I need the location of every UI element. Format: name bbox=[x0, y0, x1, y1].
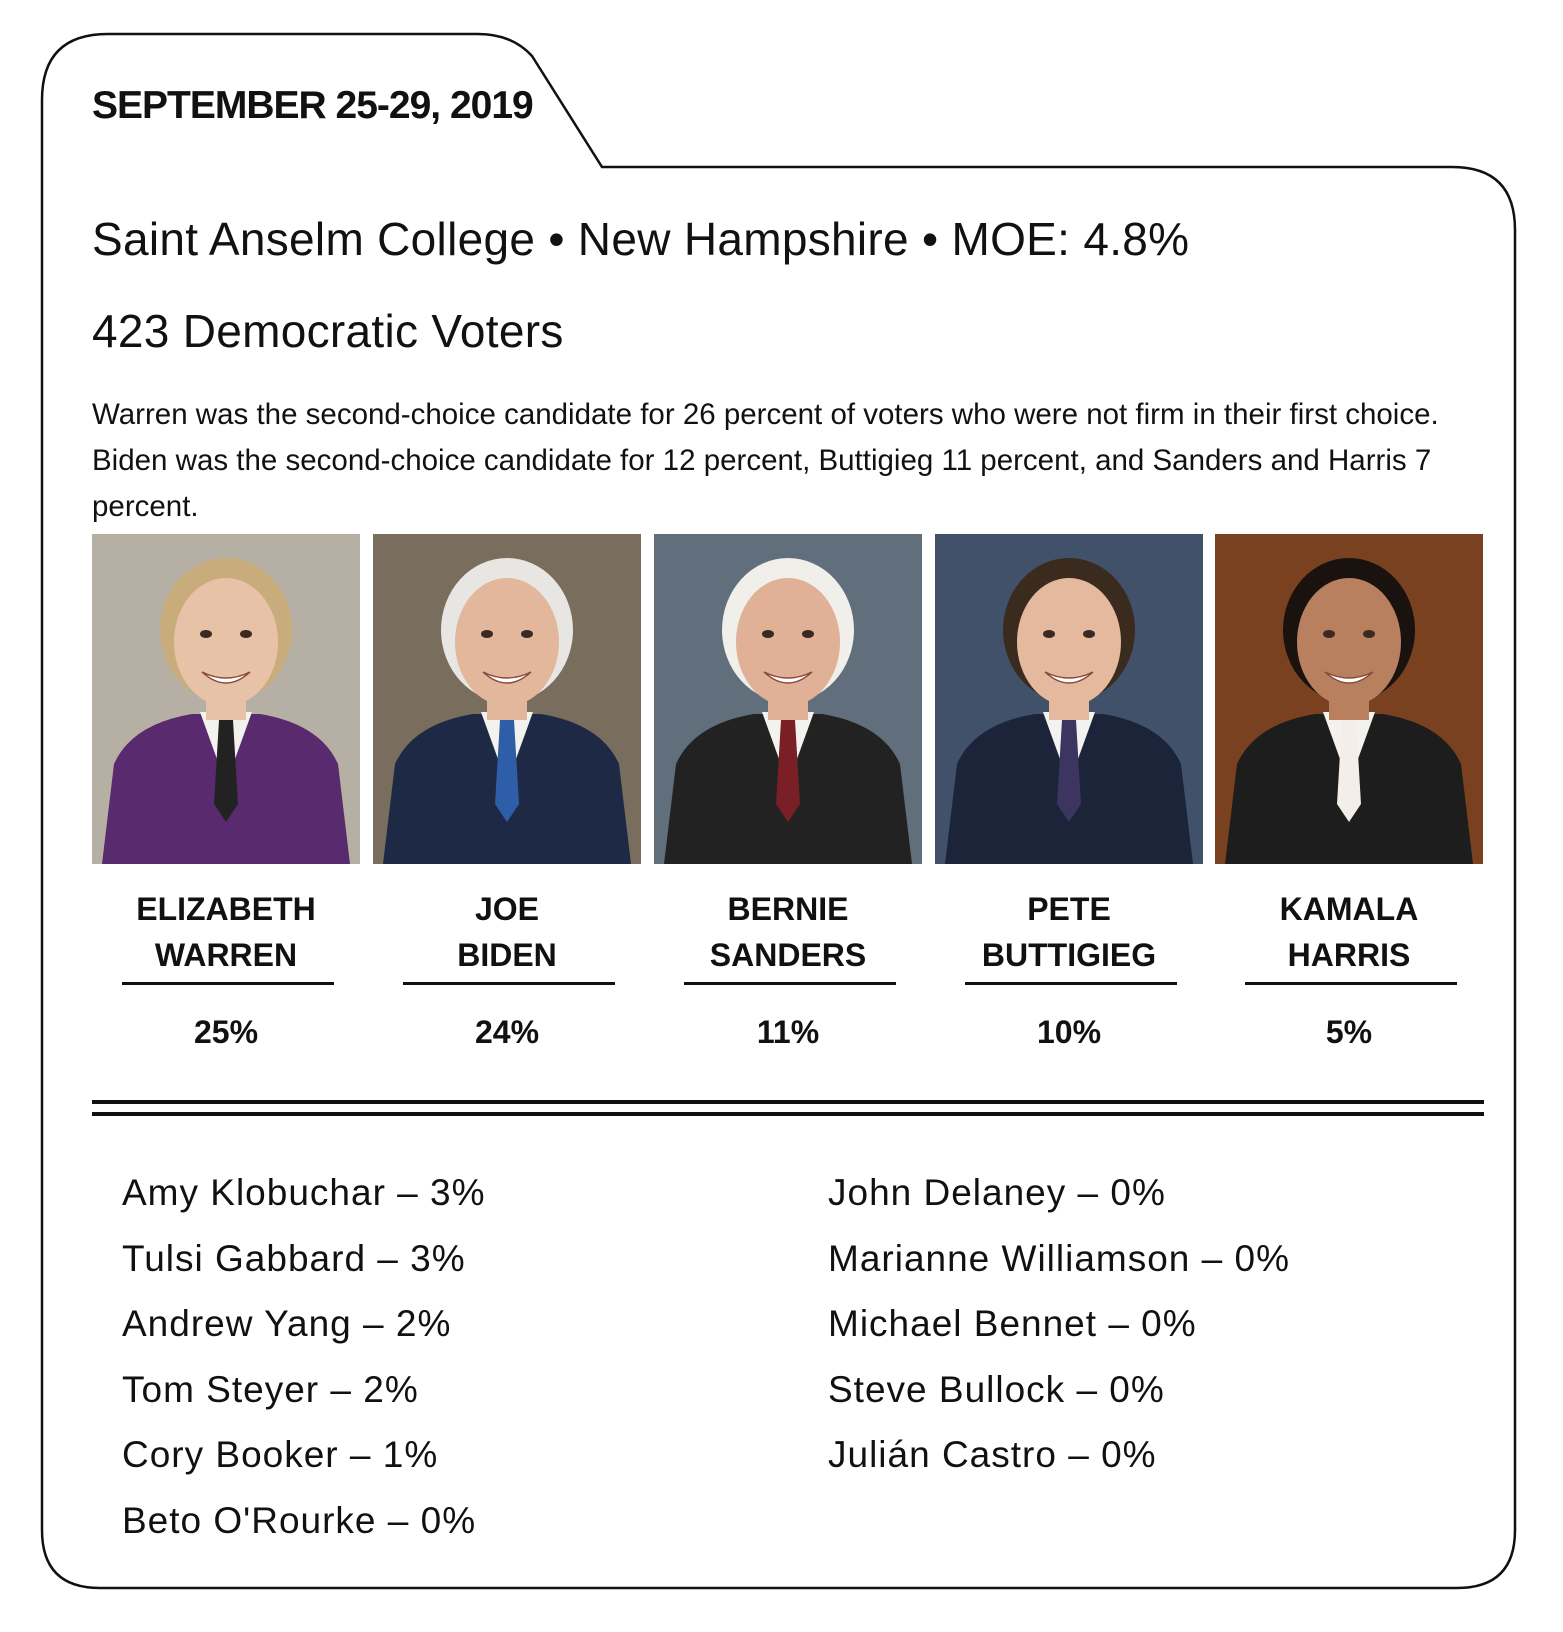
poll-date: SEPTEMBER 25-29, 2019 bbox=[92, 84, 533, 127]
candidate-first-name: JOE bbox=[474, 891, 540, 927]
candidate-percent: 25% bbox=[193, 1014, 259, 1050]
portrait-eye bbox=[1043, 630, 1055, 638]
candidate-last-name: WARREN bbox=[154, 937, 298, 973]
candidate-name bbox=[92, 886, 360, 978]
list-item: Michael Bennet – 0% bbox=[828, 1303, 1197, 1345]
candidate-card bbox=[92, 534, 360, 1054]
candidate-first-name: ELIZABETH bbox=[136, 891, 316, 927]
candidate-photo bbox=[1215, 534, 1483, 864]
other-candidates-right bbox=[828, 1160, 1290, 1488]
portrait-face bbox=[1297, 578, 1401, 706]
portrait-sanders bbox=[654, 534, 922, 864]
list-item: Beto O'Rourke – 0% bbox=[122, 1499, 477, 1541]
list-item: Tom Steyer – 2% bbox=[122, 1368, 419, 1410]
list-item: Amy Klobuchar – 3% bbox=[122, 1172, 486, 1213]
candidate-first-name: BERNIE bbox=[727, 891, 849, 927]
name-underline bbox=[1245, 982, 1457, 985]
portrait-face bbox=[1017, 578, 1121, 706]
other-candidates-left bbox=[122, 1160, 486, 1554]
candidate-photo bbox=[654, 534, 922, 864]
candidate-percent: 10% bbox=[1036, 1014, 1102, 1050]
candidate-percent: 5% bbox=[1325, 1014, 1373, 1050]
portrait-biden bbox=[373, 534, 641, 864]
poll-sample-size: 423 Democratic Voters bbox=[92, 305, 564, 357]
poll-source-line: Saint Anselm College • New Hampshire • MOE: 4.8% bbox=[92, 213, 1190, 265]
candidate-name bbox=[935, 886, 1203, 978]
portrait-face bbox=[455, 578, 559, 706]
section-divider-top bbox=[92, 1100, 1484, 1104]
portrait-eye bbox=[481, 630, 493, 638]
portrait-face bbox=[174, 578, 278, 706]
candidate-percent: 11% bbox=[756, 1014, 820, 1050]
portrait-eye bbox=[1363, 630, 1375, 638]
candidate-name bbox=[373, 886, 641, 978]
portrait-eye bbox=[240, 630, 252, 638]
candidate-last-name: BUTTIGIEG bbox=[981, 937, 1157, 973]
portrait-harris bbox=[1215, 534, 1483, 864]
list-item: Andrew Yang – 2% bbox=[122, 1303, 452, 1345]
list-item: John Delaney – 0% bbox=[828, 1172, 1166, 1213]
section-divider-bottom bbox=[92, 1112, 1484, 1116]
candidate-card bbox=[373, 534, 641, 1054]
list-item: Marianne Williamson – 0% bbox=[828, 1237, 1291, 1279]
portrait-buttigieg bbox=[935, 534, 1203, 864]
portrait-eye bbox=[521, 630, 533, 638]
candidate-photo bbox=[373, 534, 641, 864]
list-item: Cory Booker – 1% bbox=[122, 1434, 439, 1476]
second-choice-note: Warren was the second-choice candidate for 26 percent of voters who were not firm in their first choice. Biden was the second-choice candidate for 12 percent, Buttigieg 11 percent, and Sanders and Harris 7 percent. bbox=[92, 398, 1439, 523]
candidate-first-name: KAMALA bbox=[1279, 891, 1419, 927]
candidate-photo bbox=[92, 534, 360, 864]
name-underline bbox=[684, 982, 896, 985]
candidate-first-name: PETE bbox=[1027, 891, 1111, 927]
name-underline bbox=[965, 982, 1177, 985]
candidate-card bbox=[654, 534, 922, 1054]
candidate-last-name: HARRIS bbox=[1287, 937, 1411, 973]
candidate-percent: 24% bbox=[474, 1014, 540, 1050]
list-item: Tulsi Gabbard – 3% bbox=[122, 1237, 466, 1279]
candidate-photo bbox=[935, 534, 1203, 864]
list-item: Julián Castro – 0% bbox=[828, 1434, 1157, 1476]
list-item: Steve Bullock – 0% bbox=[828, 1368, 1165, 1410]
name-underline bbox=[122, 982, 334, 985]
portrait-eye bbox=[802, 630, 814, 638]
candidate-card bbox=[935, 534, 1203, 1054]
candidate-last-name: BIDEN bbox=[457, 937, 557, 973]
candidate-name bbox=[1215, 886, 1483, 978]
candidate-last-name: SANDERS bbox=[709, 937, 867, 973]
portrait-eye bbox=[200, 630, 212, 638]
portrait-face bbox=[736, 578, 840, 706]
portrait-eye bbox=[762, 630, 774, 638]
candidate-name bbox=[654, 886, 922, 978]
portrait-eye bbox=[1083, 630, 1095, 638]
leading-candidates bbox=[92, 534, 1482, 1054]
name-underline bbox=[403, 982, 615, 985]
portrait-warren bbox=[92, 534, 360, 864]
candidate-card bbox=[1215, 534, 1483, 1054]
portrait-eye bbox=[1323, 630, 1335, 638]
